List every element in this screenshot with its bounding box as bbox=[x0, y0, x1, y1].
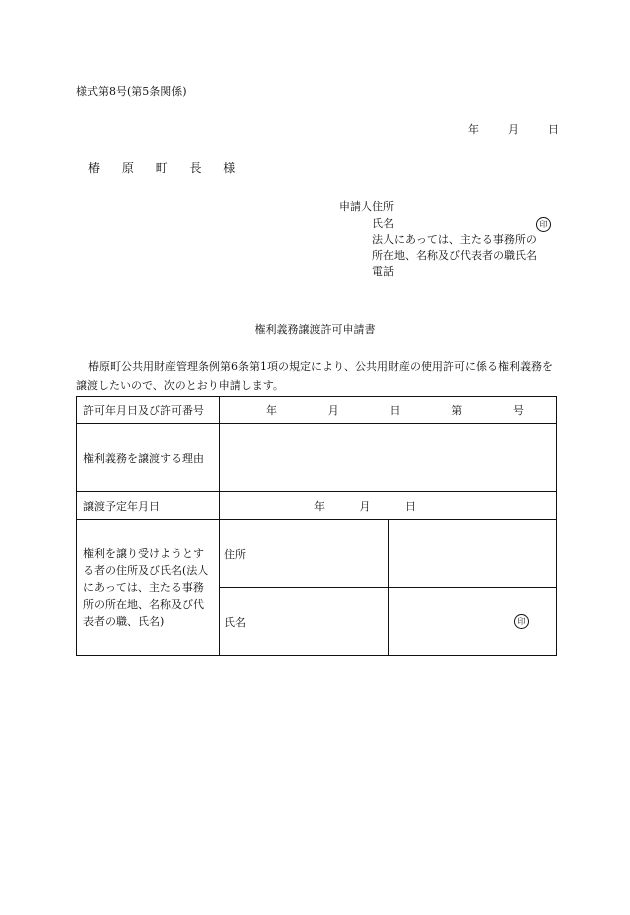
applicant-note-line2: 所在地、名称及び代表者の職氏名 bbox=[372, 249, 537, 262]
table-row bbox=[77, 520, 557, 588]
applicant-block bbox=[372, 216, 537, 280]
permit-month: 月 bbox=[327, 404, 339, 417]
scheduled-date-value bbox=[220, 492, 557, 520]
applicant-seal-icon: 印 bbox=[536, 217, 551, 232]
form-number: 様式第8号(第5条関係) bbox=[76, 85, 187, 98]
transferee-seal-icon: 印 bbox=[514, 614, 529, 629]
transferee-name-label: 氏名 bbox=[220, 588, 389, 656]
transferee-name-field[interactable] bbox=[388, 588, 557, 656]
intro-paragraph: 椿原町公共用財産管理条例第6条第1項の規定により、公共用財産の使用許可に係る権利義務を譲渡したいので、次のとおり申請します。 bbox=[76, 360, 553, 392]
applicant-address-label: 申請人住所 bbox=[339, 200, 394, 213]
date-year: 年 bbox=[468, 123, 479, 136]
scheduled-year: 年 bbox=[314, 499, 325, 513]
date-day: 日 bbox=[548, 123, 559, 136]
transfer-reason-field[interactable] bbox=[220, 424, 557, 492]
date-month: 月 bbox=[508, 123, 519, 136]
scheduled-day: 日 bbox=[405, 499, 416, 513]
permit-date-value bbox=[220, 397, 557, 424]
date-line bbox=[468, 122, 559, 137]
transferee-label: 権利を譲り受けようとする者の住所及び氏名(法人にあっては、主たる事務所の所在地、名称及び代表者の職、氏名) bbox=[77, 520, 220, 656]
permit-number-suffix: 号 bbox=[513, 404, 524, 417]
addressee: 椿 原 町 長 様 bbox=[88, 161, 245, 175]
transfer-reason-label: 権利義務を譲渡する理由 bbox=[77, 424, 220, 492]
scheduled-month: 月 bbox=[359, 499, 371, 513]
applicant-phone-label: 電話 bbox=[372, 265, 394, 278]
table-row bbox=[77, 424, 557, 492]
application-table bbox=[76, 396, 557, 656]
permit-year: 年 bbox=[266, 404, 277, 417]
permit-date-label: 許可年月日及び許可番号 bbox=[77, 397, 220, 424]
scheduled-date-label: 譲渡予定年月日 bbox=[77, 492, 220, 520]
transferee-address-field[interactable] bbox=[388, 520, 557, 588]
applicant-note-line1: 法人にあっては、主たる事務所の bbox=[372, 233, 537, 246]
transferee-address-label: 住所 bbox=[220, 520, 389, 588]
table-row bbox=[77, 492, 557, 520]
table-row bbox=[77, 397, 557, 424]
permit-number-prefix: 第 bbox=[451, 404, 463, 417]
document-title: 権利義務譲渡許可申請書 bbox=[254, 323, 376, 336]
permit-day: 日 bbox=[389, 404, 401, 417]
applicant-name-label: 氏名 bbox=[372, 217, 394, 230]
